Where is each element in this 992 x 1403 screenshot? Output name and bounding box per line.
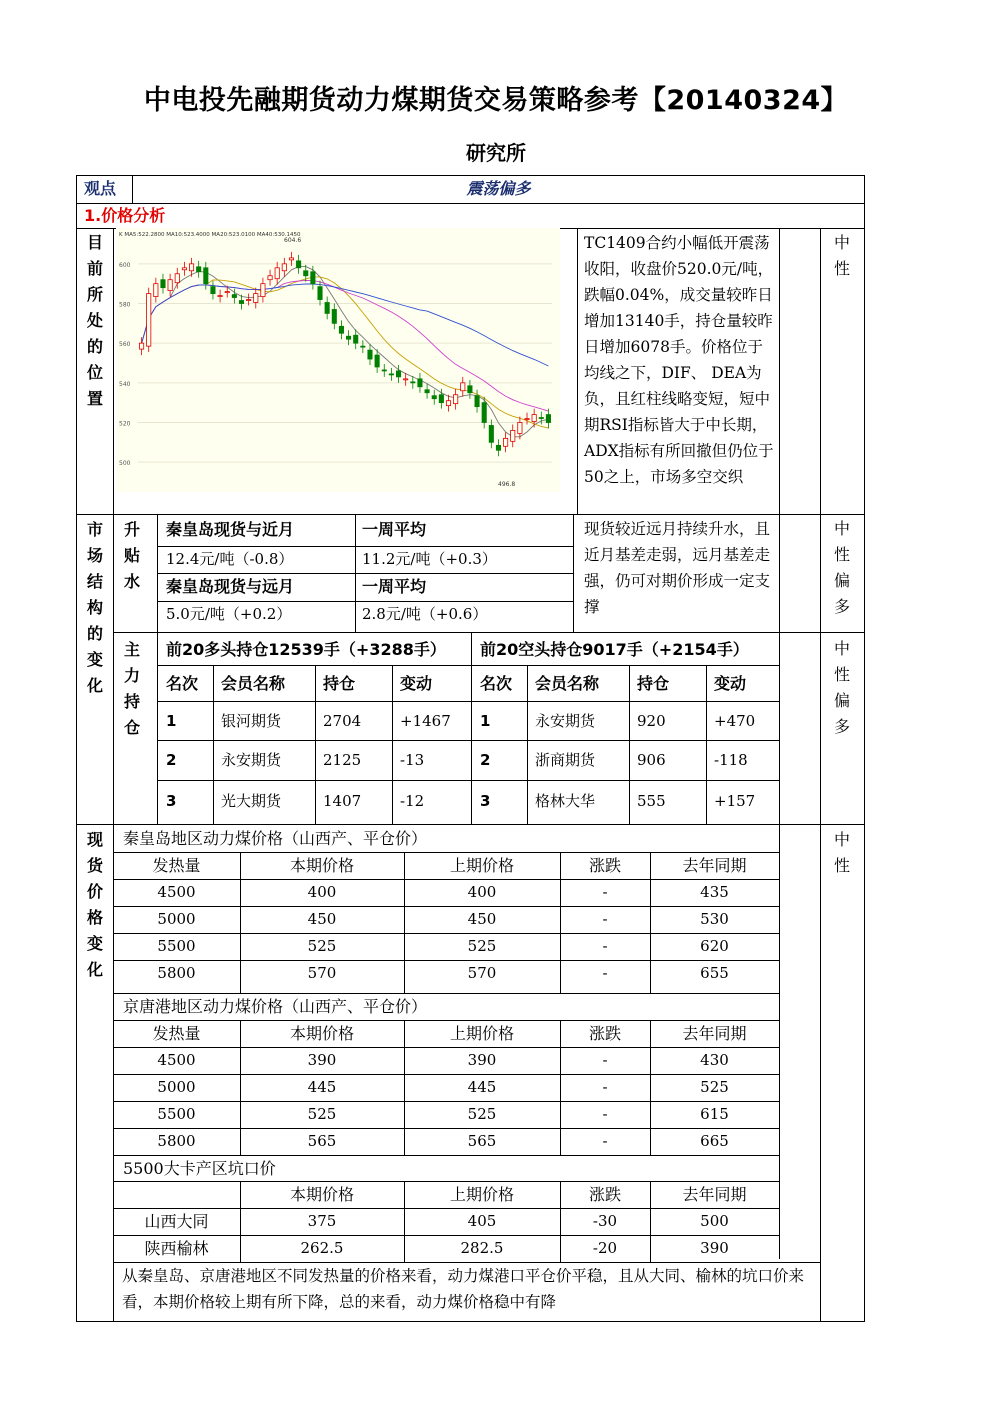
candle-body: [318, 287, 322, 300]
spot-label: 现货价格变化: [86, 830, 103, 979]
candle-body: [325, 303, 329, 314]
pit-col-lastyear: 去年同期: [682, 1185, 747, 1204]
candle-body: [218, 296, 222, 297]
market-structure-label: 市场结构的变化: [86, 520, 103, 695]
chart-legend: K MA5:522.2800 MA10:523.4000 MA20:523.0100 MA40:530.1450: [119, 232, 301, 238]
candle-body: [389, 374, 393, 375]
candle-body: [268, 276, 272, 280]
candle-body: [453, 395, 457, 404]
pit-row2-prev: 282.5: [460, 1239, 504, 1257]
qhd-row2-chg: -: [602, 910, 608, 928]
candle-body: [311, 272, 315, 284]
y-tick-label: 560: [119, 341, 131, 349]
long-col-change: 变动: [400, 674, 433, 693]
qhd-row3-ly: 620: [700, 937, 729, 955]
jtg-row4-cur: 565: [307, 1132, 337, 1150]
candle-body: [275, 268, 279, 279]
qhd-row4-prev: 570: [467, 964, 497, 982]
candle-body: [539, 418, 543, 419]
jtg-col-lastyear: 去年同期: [682, 1024, 747, 1043]
long-member-3: 光大期货: [221, 792, 282, 810]
qhd-row3-prev: 525: [467, 937, 497, 955]
pit-row1-chg: -30: [592, 1212, 618, 1230]
view-value: 震荡偏多: [466, 179, 531, 198]
qhd-col-lastyear: 去年同期: [682, 856, 747, 875]
y-tick-label: 520: [119, 420, 131, 428]
long-col-position: 持仓: [323, 674, 356, 693]
pit-title: 5500大卡产区坑口价: [123, 1159, 276, 1178]
qhd-col-calorific: 发热量: [152, 856, 201, 875]
qhd-row3-cur: 525: [307, 937, 337, 955]
short-change-3: +157: [714, 792, 756, 810]
short-col-position: 持仓: [637, 674, 670, 693]
basis-rating: 中性偏多: [833, 519, 850, 616]
candle-body: [261, 284, 265, 297]
candle-body: [446, 401, 450, 406]
candle-body: [211, 287, 215, 294]
basis-header-far: 秦皇岛现货与远月: [166, 577, 295, 596]
candle-body: [503, 438, 507, 446]
candle-body: [254, 294, 258, 303]
long-change-1: +1467: [400, 712, 451, 730]
candle-body: [168, 280, 172, 291]
section-price-analysis: 1.价格分析: [84, 206, 166, 225]
document-subtitle: 研究所: [466, 141, 526, 165]
long-col-rank: 名次: [166, 674, 199, 693]
candle-body: [154, 284, 158, 297]
candle-body: [475, 396, 479, 407]
qhd-col-current: 本期价格: [289, 856, 354, 875]
qhd-row2-prev: 450: [467, 910, 497, 928]
high-annotation: 604.6: [284, 237, 302, 244]
qhd-title: 秦皇岛地区动力煤价格（山西产、平仓价）: [123, 829, 428, 848]
candle-body: [239, 301, 243, 304]
qhd-row1-ly: 435: [700, 883, 729, 901]
position-label: 目前所处的位置: [86, 233, 103, 408]
long-member-1: 银河期货: [221, 712, 282, 730]
candle-body: [546, 415, 550, 423]
qhd-row4-ly: 655: [700, 964, 729, 982]
short-position-2: 906: [637, 751, 666, 769]
qhd-row1-prev: 400: [467, 883, 497, 901]
pit-row1-cur: 375: [307, 1212, 337, 1230]
short-rank-3: 3: [480, 792, 491, 810]
candle-body: [361, 346, 365, 347]
qhd-row4-cal: 5800: [157, 964, 196, 982]
long-position-1: 2704: [323, 712, 362, 730]
y-tick-label: 500: [119, 460, 131, 468]
short-col-rank: 名次: [480, 674, 513, 693]
jtg-row1-chg: -: [602, 1051, 608, 1069]
position-rating: 中性: [833, 233, 850, 278]
qhd-col-change: 涨跌: [588, 856, 621, 875]
pit-row2-cur: 262.5: [300, 1239, 344, 1257]
long-holding-header: 前20多头持仓12539手（+3288手）: [166, 640, 446, 659]
jtg-col-current: 本期价格: [289, 1024, 354, 1043]
jtg-col-calorific: 发热量: [152, 1024, 201, 1043]
candle-body: [304, 271, 308, 276]
document-title: 中电投先融期货动力煤期货交易策略参考【20140324】: [143, 85, 849, 116]
holding-label: 主力持仓: [123, 640, 140, 737]
pit-col-current: 本期价格: [289, 1185, 354, 1204]
candle-body: [396, 371, 400, 377]
spot-summary: 从秦皇岛、京唐港地区不同发热量的价格来看，动力煤港口平仓价平稳，且从大同、榆林的坑口价来看，本期价格较上期有所下降，总的来看，动力煤价格稳中有降: [122, 1267, 805, 1311]
candle-body: [182, 268, 186, 270]
candle-body: [418, 379, 422, 387]
basis-value-far-avg: 2.8元/吨（+0.6）: [362, 605, 488, 623]
jtg-row1-cal: 4500: [157, 1051, 196, 1069]
long-member-2: 永安期货: [221, 751, 282, 769]
candle-body: [282, 264, 286, 271]
qhd-col-previous: 上期价格: [449, 856, 514, 875]
jtg-row2-ly: 525: [700, 1078, 729, 1096]
position-analysis: TC1409合约小幅低开震荡收阳，收盘价520.0元/吨，跌幅0.04%，成交量较昨日增加13140手，持仓量较昨日增加6078手。价格位于均线之下，DIF、 DEA为负，且红柱线略变短，短中期RSI指标皆大于中长期，ADX指标有所回撤但仍位于50之上，市场多空交织: [584, 234, 774, 486]
candle-body: [482, 403, 486, 423]
jtg-row1-ly: 430: [700, 1051, 729, 1069]
candle-body: [489, 425, 493, 442]
short-holding-header: 前20空头持仓9017手（+2154手）: [480, 640, 749, 659]
qhd-row4-chg: -: [602, 964, 608, 982]
short-rank-1: 1: [480, 712, 491, 730]
short-member-1: 永安期货: [535, 712, 596, 730]
candle-body: [175, 274, 179, 283]
short-position-3: 555: [637, 792, 666, 810]
jtg-row3-cal: 5500: [157, 1105, 196, 1123]
candle-body: [339, 326, 343, 333]
jtg-row2-prev: 445: [467, 1078, 497, 1096]
jtg-row4-cal: 5800: [157, 1132, 196, 1150]
jtg-row2-chg: -: [602, 1078, 608, 1096]
pit-col-previous: 上期价格: [449, 1185, 514, 1204]
candle-body: [496, 445, 500, 450]
qhd-row1-chg: -: [602, 883, 608, 901]
candle-body: [411, 382, 415, 383]
candle-body: [147, 294, 151, 347]
jtg-row4-prev: 565: [467, 1132, 497, 1150]
short-position-1: 920: [637, 712, 666, 730]
long-change-3: -12: [400, 792, 425, 810]
candle-body: [296, 261, 300, 268]
jtg-row3-ly: 615: [700, 1105, 729, 1123]
holding-rating: 中性偏多: [833, 639, 850, 736]
y-tick-label: 580: [119, 301, 131, 309]
candle-body: [375, 355, 379, 367]
view-label: 观点: [84, 179, 117, 198]
ma10-line: [142, 277, 549, 428]
jtg-col-previous: 上期价格: [449, 1024, 514, 1043]
jtg-row3-prev: 525: [467, 1105, 497, 1123]
jtg-title: 京唐港地区动力煤价格（山西产、平仓价）: [123, 997, 428, 1016]
jtg-row4-chg: -: [602, 1132, 608, 1150]
spot-rating: 中性: [833, 830, 850, 875]
basis-header-near-avg: 一周平均: [362, 520, 427, 539]
qhd-row1-cur: 400: [307, 883, 337, 901]
candle-body: [139, 343, 143, 349]
long-change-2: -13: [400, 751, 425, 769]
candle-body: [439, 395, 443, 403]
y-tick-label: 600: [119, 261, 131, 269]
candle-body: [525, 419, 529, 420]
price-chart: [116, 228, 560, 492]
pit-row2-region: 陕西榆林: [144, 1239, 209, 1258]
candle-body: [532, 415, 536, 422]
pit-row1-region: 山西大同: [144, 1212, 209, 1231]
qhd-row2-ly: 530: [700, 910, 729, 928]
pit-col-change: 涨跌: [588, 1185, 621, 1204]
jtg-row1-cur: 390: [307, 1051, 337, 1069]
candle-body: [404, 379, 408, 380]
qhd-row2-cal: 5000: [157, 910, 196, 928]
basis-analysis: 现货较近远月持续升水，且近月基差走弱，远月基差走强，仍可对期价形成一定支撑: [584, 520, 771, 616]
candle-body: [382, 370, 386, 371]
short-member-3: 格林大华: [535, 792, 596, 810]
basis-value-near: 12.4元/吨（-0.8）: [166, 550, 294, 568]
pit-row1-prev: 405: [467, 1212, 497, 1230]
candle-body: [204, 268, 208, 284]
jtg-row3-chg: -: [602, 1105, 608, 1123]
qhd-row3-cal: 5500: [157, 937, 196, 955]
candle-body: [232, 295, 236, 298]
long-position-3: 1407: [323, 792, 362, 810]
jtg-row4-ly: 665: [700, 1132, 729, 1150]
y-tick-label: 540: [119, 380, 131, 388]
short-col-member: 会员名称: [535, 674, 600, 693]
candle-body: [518, 423, 522, 434]
pit-row2-ly: 390: [700, 1239, 729, 1257]
ma40-line: [142, 284, 549, 366]
candle-body: [246, 300, 250, 301]
short-change-1: +470: [714, 712, 756, 730]
candle-body: [425, 390, 429, 393]
long-col-member: 会员名称: [221, 674, 286, 693]
basis-header-near: 秦皇岛现货与近月: [166, 520, 295, 539]
basis-label: 升贴水: [123, 520, 140, 591]
candle-body: [346, 336, 350, 339]
qhd-row4-cur: 570: [307, 964, 337, 982]
candle-body: [511, 430, 515, 441]
candle-body: [354, 335, 358, 343]
short-member-2: 浙商期货: [535, 751, 596, 769]
long-rank-3: 3: [166, 792, 177, 810]
low-annotation: 496.8: [498, 481, 516, 488]
candle-body: [468, 386, 472, 393]
kline-chart-svg: [116, 228, 560, 492]
ma20-line: [142, 280, 549, 411]
qhd-row3-chg: -: [602, 937, 608, 955]
candle-body: [432, 396, 436, 399]
pit-row2-chg: -20: [592, 1239, 618, 1257]
pit-row1-ly: 500: [700, 1212, 729, 1230]
basis-header-far-avg: 一周平均: [362, 577, 427, 596]
short-col-change: 变动: [714, 674, 747, 693]
basis-value-far: 5.0元/吨（+0.2）: [166, 605, 292, 623]
candle-body: [368, 350, 372, 359]
candle-body: [161, 280, 165, 288]
jtg-row1-prev: 390: [467, 1051, 497, 1069]
jtg-col-change: 涨跌: [588, 1024, 621, 1043]
basis-value-near-avg: 11.2元/吨（+0.3）: [362, 550, 497, 568]
jtg-row3-cur: 525: [307, 1105, 337, 1123]
candle-body: [332, 309, 336, 323]
jtg-row2-cal: 5000: [157, 1078, 196, 1096]
qhd-row1-cal: 4500: [157, 883, 196, 901]
long-position-2: 2125: [323, 751, 362, 769]
candle-body: [189, 264, 193, 271]
candle-body: [289, 258, 293, 260]
long-rank-1: 1: [166, 712, 177, 730]
candle-body: [461, 383, 465, 391]
jtg-row2-cur: 445: [307, 1078, 337, 1096]
qhd-row2-cur: 450: [307, 910, 337, 928]
long-rank-2: 2: [166, 751, 177, 769]
short-rank-2: 2: [480, 751, 491, 769]
candle-body: [225, 292, 229, 293]
candle-body: [197, 267, 201, 272]
short-change-2: -118: [714, 751, 748, 769]
